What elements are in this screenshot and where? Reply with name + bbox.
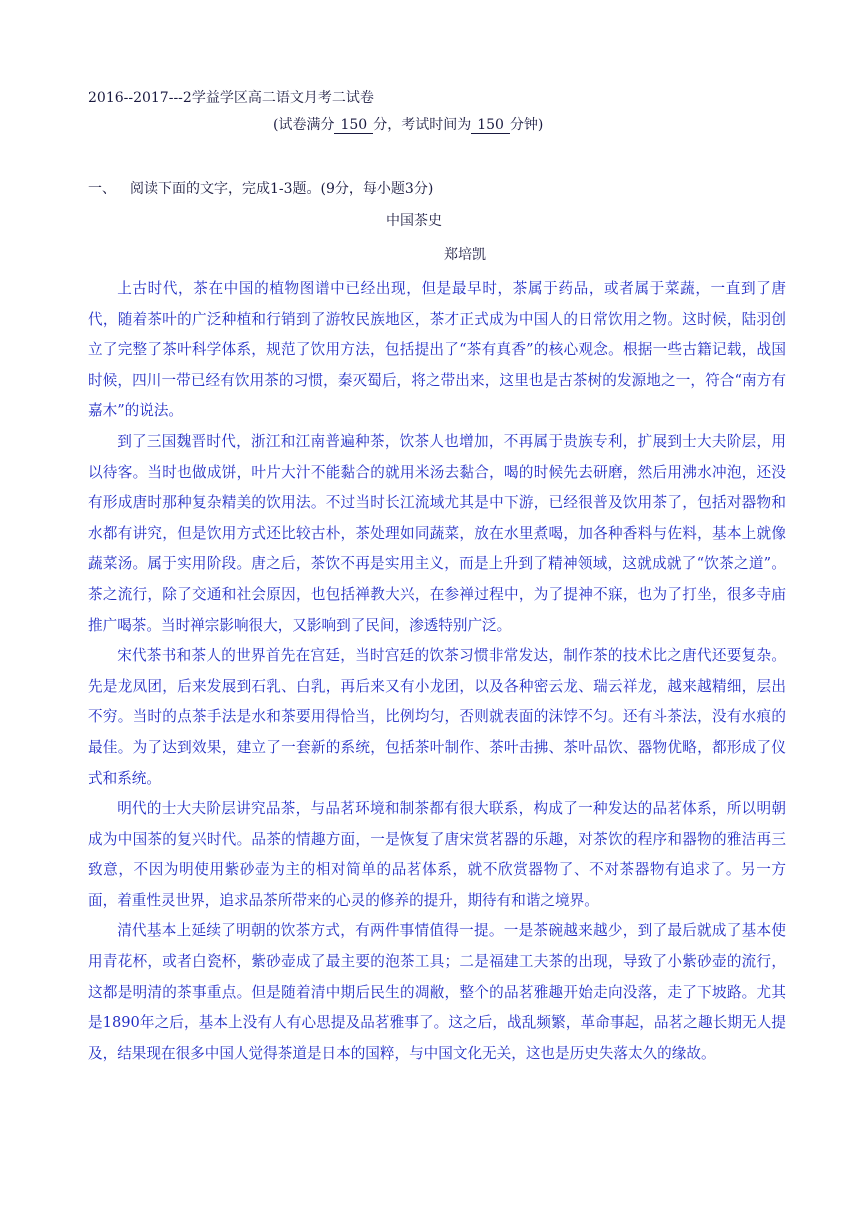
full-score-value: 150 [334, 117, 373, 134]
article-paragraph: 明代的士大夫阶层讲究品茶，与品茗环境和制茶都有很大联系，构成了一种发达的品茗体系，所以明朝成为中国茶的复兴时代。品茶的情趣方面，一是恢复了唐宋赏茗器的乐趣，对茶饮的程序和器物的雅洁再三致意，不因为明使用紫砂壶为主的相对简单的品茗体系，就不欣赏器物了、不对茶器物有追求了。另一方面，着重性灵世界，追求品茶所带来的心灵的修养的提升，期待有和谐之境界。 [88, 800, 786, 909]
subtitle-prefix: (试卷满分 [273, 117, 335, 133]
article-paragraph: 到了三国魏晋时代，浙江和江南普遍种茶，饮茶人也增加，不再属于贵族专利，扩展到士大夫阶层，用以待客。当时也做成饼，叶片大汁不能黏合的就用米汤去黏合，喝的时候先去研磨，然后用沸水冲泡，还没有形成唐时那种复杂精美的饮用法。不过当时长江流域尤其是中下游，已经很普及饮用茶了，包括对器物和水都有讲究，但是饮用方式还比较古朴，茶处理如同蔬菜，放在水里煮喝，加各种香料与佐料，基本上就像蔬菜汤。属于实用阶段。唐之后，茶饮不再是实用主义，而是上升到了精神领域，这就成就了“饮茶之道”。茶之流行，除了交通和社会原因，也包括禅教大兴，在参禅过程中，为了提神不寐，也为了打坐，很多寺庙推广喝茶。当时禅宗影响很大，又影响到了民间，渗透特别广泛。 [88, 432, 786, 634]
exam-title: 2016--2017---2学益学区高二语文月考二试卷 [88, 90, 374, 106]
section-heading [88, 178, 433, 198]
section-number: 一、 [88, 181, 116, 197]
duration-value: 150 [471, 117, 510, 134]
subtitle-mid: 分，考试时间为 [373, 117, 472, 133]
article-paragraph: 清代基本上延续了明朝的饮茶方式，有两件事情值得一提。一是茶碗越来越少，到了最后就成了基本使用青花杯，或者白瓷杯，紫砂壶成了最主要的泡茶工具；二是福建工夫茶的出现，导致了小紫砂壶的流行，这都是明清的茶事重点。但是随着清中期后民生的凋敝，整个的品茗雅趣开始走向没落，走了下坡路。尤其是1890年之后，基本上没有人有心思提及品茗雅事了。这之后，战乱频繁，革命事起，品茗之趣长期无人提及，结果现在很多中国人觉得茶道是日本的国粹，与中国文化无关，这也是历史失落太久的缘故。 [88, 922, 786, 1062]
article-title: 中国茶史 [386, 213, 442, 229]
article-paragraph: 上古时代，茶在中国的植物图谱中已经出现，但是最早时，茶属于药品，或者属于菜蔬，一直到了唐代，随着茶叶的广泛种植和行销到了游牧民族地区，茶才正式成为中国人的日常饮用之物。这时候，陆羽创立了完整了茶叶科学体系，规范了饮用方法，包括提出了“茶有真香”的核心观念。根据一些古籍记载，战国时候，四川一带已经有饮用茶的习惯，秦灭蜀后，将之带出来，这里也是古茶树的发源地之一，符合“南方有嘉木”的说法。 [88, 280, 786, 420]
article-paragraph: 宋代茶书和茶人的世界首先在宫廷，当时宫廷的饮茶习惯非常发达，制作茶的技术比之唐代还要复杂。先是龙凤团，后来发展到石乳、白乳，再后来又有小龙团，以及各种密云龙、瑞云祥龙，越来越精细，层出不穷。当时的点茶手法是水和茶要用得恰当，比例均匀，否则就表面的沫饽不匀。还有斗茶法，没有水痕的最佳。为了达到效果，建立了一套新的系统，包括茶叶制作、茶叶击拂、茶叶品饮、器物优略，都形成了仪式和系统。 [88, 647, 786, 787]
section-instruction: 阅读下面的文字，完成1-3题。(9分，每小题3分) [130, 181, 434, 197]
article-body [88, 274, 786, 1069]
subtitle-suffix: 分钟) [509, 117, 544, 133]
article-author: 郑培凯 [444, 247, 486, 263]
exam-subtitle [273, 114, 543, 134]
